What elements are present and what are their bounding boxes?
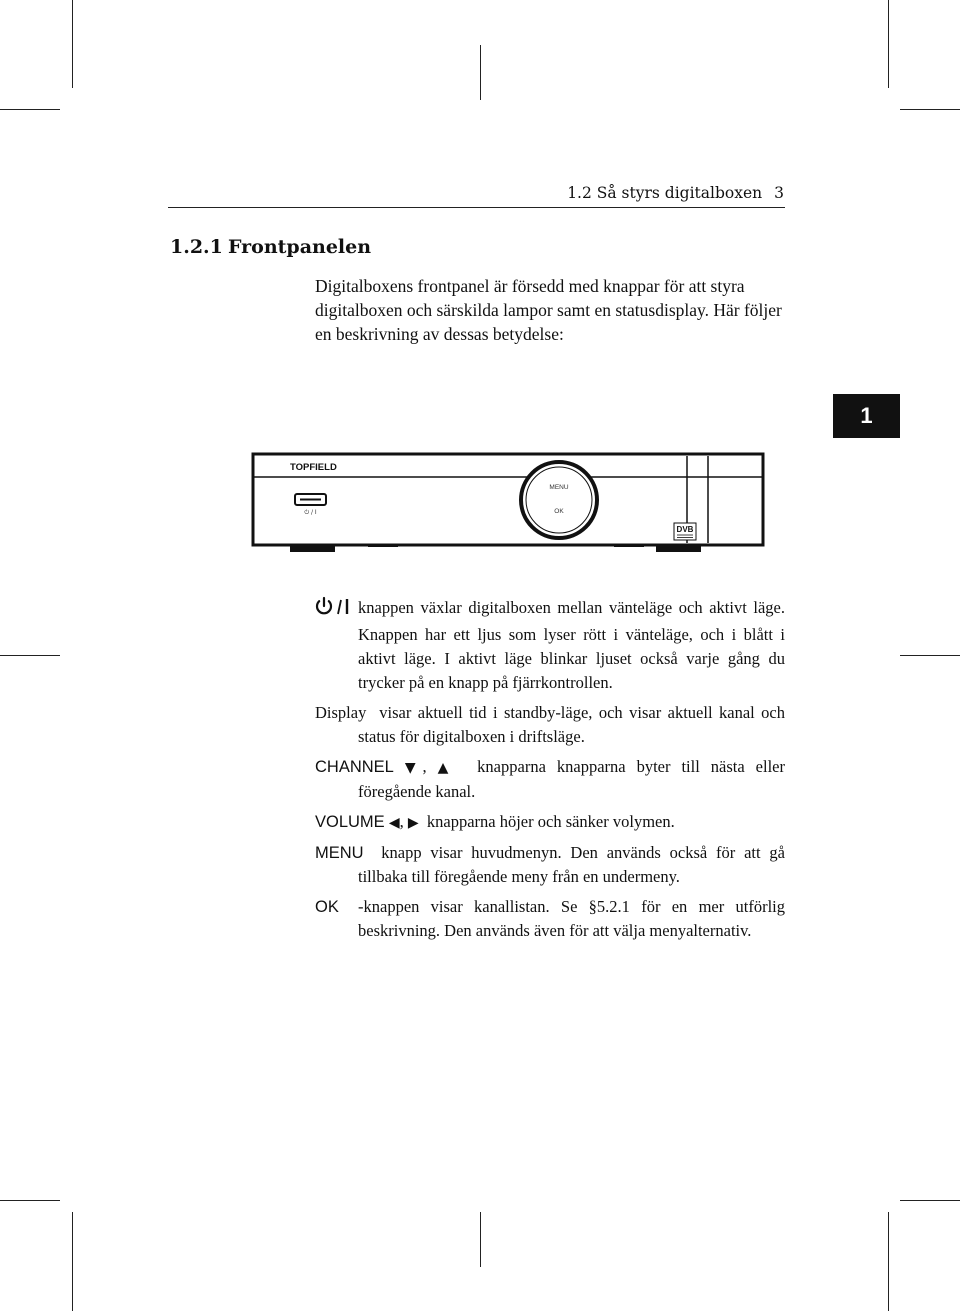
definition-display: [315, 701, 785, 749]
separator: ,: [422, 757, 427, 776]
power-standby-icon: [315, 596, 358, 623]
arrow-up-icon: ▲: [437, 760, 456, 776]
section-title: Frontpanelen: [228, 236, 372, 258]
crop-mark: [72, 1212, 73, 1311]
svg-text:DVB: DVB: [676, 525, 694, 534]
definition-term: Display: [315, 703, 367, 722]
definition-term: VOLUME: [315, 813, 385, 831]
crop-mark: [480, 1212, 481, 1267]
definition-text: -knappen visar kanallistan. Se §5.2.1 för en mer utförlig beskrivning. Den används även för att välja menyalternativ.: [358, 897, 785, 940]
menu-ok-dial: [521, 462, 597, 538]
definition-text: knapp visar huvudmenyn. Den används också för att gå tillbaka till föregående meny från en undermeny.: [358, 843, 785, 886]
crop-mark: [0, 655, 60, 656]
header-rule: [168, 207, 785, 208]
arrow-right-icon: ▶: [407, 815, 419, 831]
chapter-tab: 1: [833, 394, 900, 438]
crop-mark: [888, 0, 889, 88]
intro-paragraph: Digitalboxens frontpanel är försedd med knappar för att styra digitalboxen och särskilda lampor samt en statusdisplay. Här följer en beskrivning av dessas betydelse:: [315, 276, 782, 344]
crop-mark: [0, 109, 60, 110]
definition-power: [315, 596, 785, 695]
crop-mark: [900, 655, 960, 656]
menu-button-label: MENU: [549, 484, 569, 491]
definition-ok: [315, 895, 785, 943]
section-number: 1.2.1: [170, 236, 223, 258]
crop-mark: [900, 109, 960, 110]
definition-text: knappen växlar digitalboxen mellan vänteläge och aktivt läge. Knappen har ett ljus som lyser rött i vänteläge, och i blått i aktivt läge. I aktivt läge blinkar ljuset också varje gång du trycker på en knapp på fjärrkontrollen.: [358, 598, 785, 692]
arrow-left-icon: ◀: [388, 815, 400, 831]
definition-list: [315, 596, 785, 949]
separator: ,: [399, 812, 404, 831]
power-label: ⏻ / I: [304, 509, 317, 516]
section-heading: [170, 236, 371, 258]
definition-volume: [315, 810, 785, 835]
arrow-down-icon: ▼: [404, 760, 423, 776]
definition-term: OK: [315, 898, 339, 916]
definition-text: knapparna knapparna byter till nästa eller föregående kanal.: [358, 757, 785, 801]
page-number: 3: [774, 184, 784, 202]
definition-term: CHANNEL: [315, 758, 394, 776]
crop-mark: [480, 45, 481, 100]
definition-menu: [315, 841, 785, 889]
running-header: [560, 184, 784, 202]
definition-channel: [315, 755, 785, 804]
crop-mark: [72, 0, 73, 88]
front-panel-illustration: [246, 448, 768, 558]
crop-mark: [888, 1212, 889, 1311]
crop-mark: [900, 1200, 960, 1201]
crop-mark: [0, 1200, 60, 1201]
running-header-title: 1.2 Så styrs digitalboxen: [567, 184, 763, 202]
definition-text: visar aktuell tid i standby-läge, och visar aktuell kanal och status för digitalboxen i driftsläge.: [358, 703, 785, 746]
definition-text: knapparna höjer och sänker volymen.: [426, 812, 675, 831]
definition-term: MENU: [315, 844, 364, 862]
brand-logo: TOPFIELD: [290, 462, 337, 473]
ok-button-label: OK: [554, 508, 564, 515]
